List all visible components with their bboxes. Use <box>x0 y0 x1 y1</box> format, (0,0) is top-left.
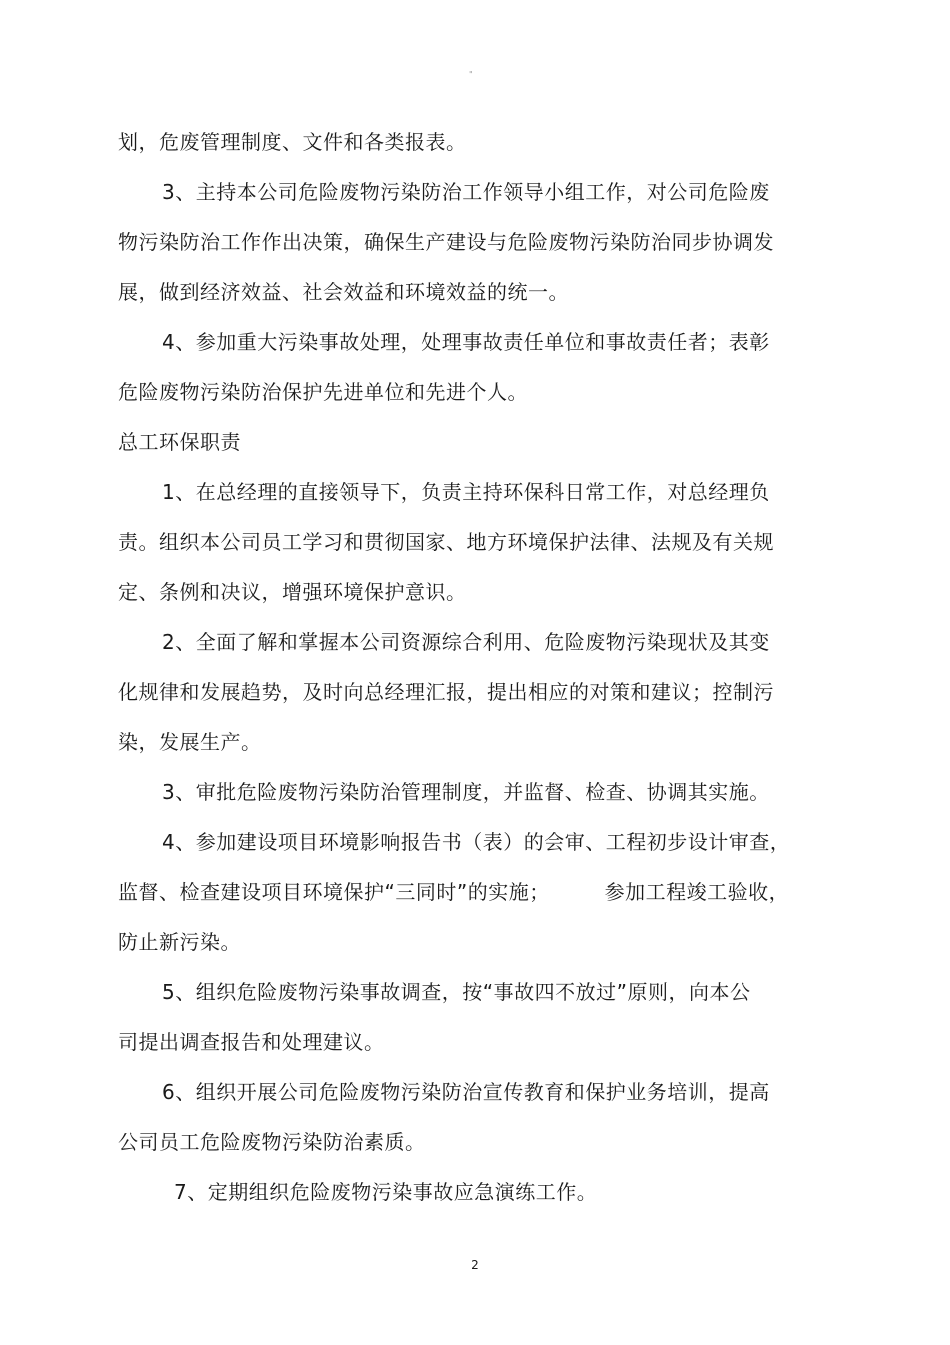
text-line: 染，发展生产。 <box>118 730 262 754</box>
text-line: 展，做到经济效益、社会效益和环境效益的统一。 <box>118 280 569 304</box>
text-line: 4、参加重大污染事故处理，处理事故责任单位和事故责任者；表彰 <box>162 330 770 354</box>
text-line: 司提出调查报告和处理建议。 <box>118 1030 385 1054</box>
document-body <box>118 117 808 1217</box>
section-heading: 总工环保职责 <box>118 430 241 454</box>
text-line: 划，危废管理制度、文件和各类报表。 <box>118 130 467 154</box>
page-number: 2 <box>471 1258 479 1272</box>
text-line: 定、条例和决议，增强环境保护意识。 <box>118 580 467 604</box>
text-line: 1、在总经理的直接领导下，负责主持环保科日常工作，对总经理负 <box>162 480 770 504</box>
text-line: 6、组织开展公司危险废物污染防治宣传教育和保护业务培训，提高 <box>162 1080 770 1104</box>
text-line: 危险废物污染防治保护先进单位和先进个人。 <box>118 380 528 404</box>
text-line: 3、主持本公司危险废物污染防治工作领导小组工作，对公司危险废 <box>162 180 770 204</box>
text-line: 公司员工危险废物污染防治素质。 <box>118 1130 426 1154</box>
text-line: 监督、检查建设项目环境保护“三同时”的实施； 参加工程竣工验收， <box>118 880 790 904</box>
text-line: 5、组织危险废物污染事故调查，按“事故四不放过”原则，向本公 <box>162 980 751 1004</box>
text-line: 4、参加建设项目环境影响报告书（表）的会审、工程初步设计审查， <box>162 830 791 854</box>
text-line: 3、审批危险废物污染防治管理制度，并监督、检查、协调其实施。 <box>162 780 770 804</box>
text-line: 责。组织本公司员工学习和贯彻国家、地方环境保护法律、法规及有关规 <box>118 530 774 554</box>
text-line: 7、定期组织危险废物污染事故应急演练工作。 <box>174 1180 598 1204</box>
text-line: 化规律和发展趋势，及时向总经理汇报，提出相应的对策和建议；控制污 <box>118 680 774 704</box>
text-line: 2、全面了解和掌握本公司资源综合利用、危险废物污染现状及其变 <box>162 630 770 654</box>
text-line: 物污染防治工作作出决策，确保生产建设与危险废物污染防治同步协调发 <box>118 230 774 254</box>
header-mark: " <box>469 70 473 79</box>
text-line: 防止新污染。 <box>118 930 241 954</box>
